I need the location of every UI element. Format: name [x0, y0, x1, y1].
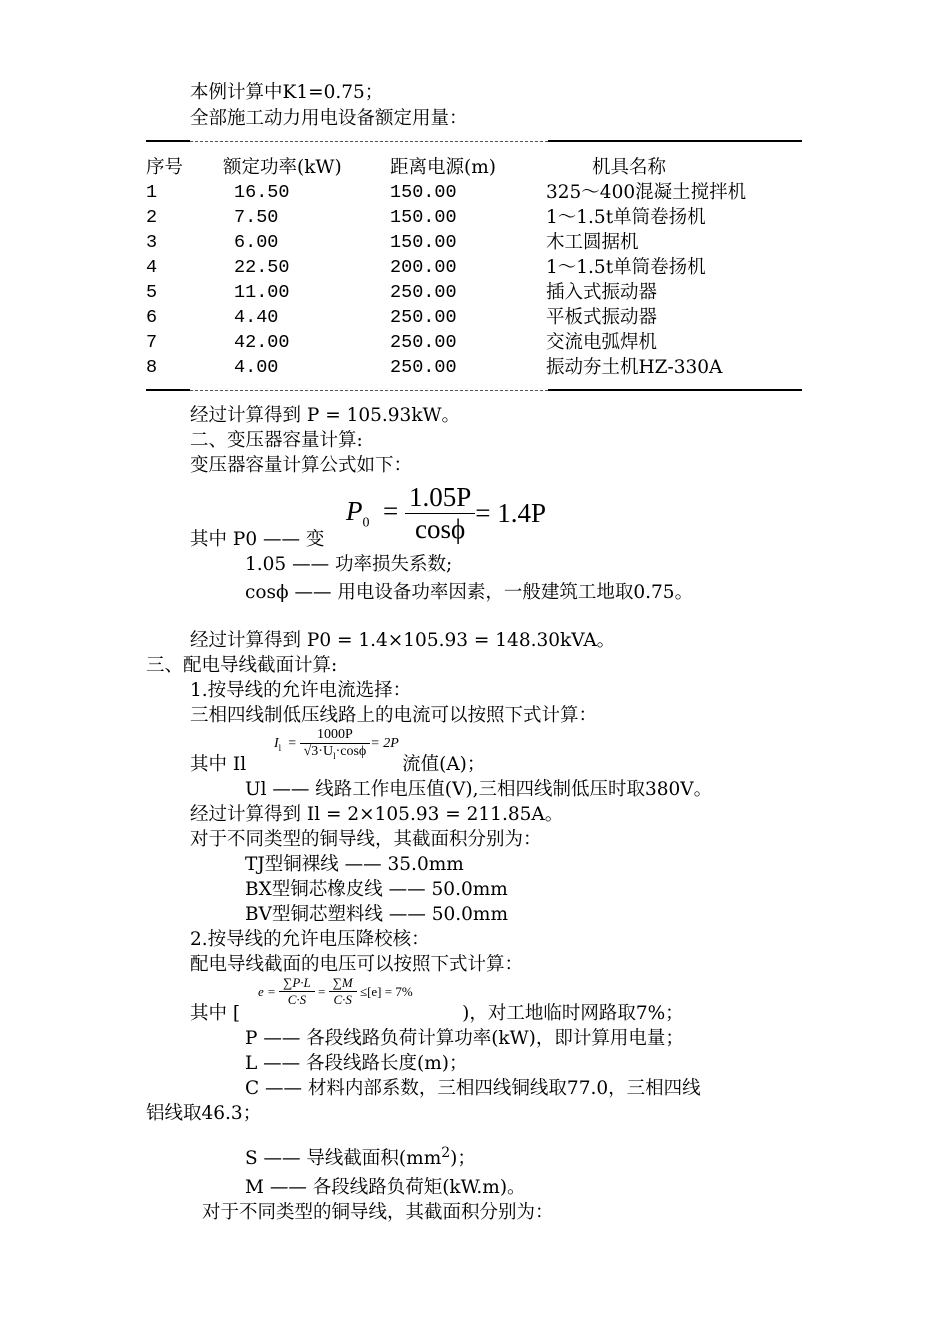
formula-i-rhs: = 2P: [370, 735, 399, 751]
row-distance: 150.00: [390, 182, 457, 203]
row-power: 4.40: [234, 307, 279, 328]
row-distance: 250.00: [390, 357, 457, 378]
section-title-transformer: 二、变压器容量计算:: [190, 430, 363, 451]
table-header-power: 额定功率(kW): [223, 157, 342, 178]
row-distance: 200.00: [390, 257, 457, 278]
formula-denominator: cosϕ: [415, 514, 466, 544]
where-c: C —— 材料内部系数，三相四线铜线取77.0，三相四线: [245, 1078, 701, 1099]
row-no: 7: [146, 332, 158, 353]
formula-lhs: P: [346, 495, 363, 526]
sub2-formula-intro: 配电导线截面的电压可以按照下式计算：: [190, 954, 524, 975]
transformer-formula-intro: 变压器容量计算公式如下：: [190, 455, 413, 476]
row-equipment-name: 插入式振动器: [546, 282, 658, 303]
equipment-heading: 全部施工动力用电设备额定用量：: [190, 108, 468, 129]
where-p0: [190, 527, 324, 552]
where-cos: [245, 580, 693, 605]
row-no: 1: [146, 182, 158, 203]
where-s-sup: 2: [441, 1145, 451, 1161]
row-equipment-name: 1～1.5t单筒卷扬机: [546, 257, 706, 278]
formula-fraction: [405, 482, 475, 545]
row-no: 2: [146, 207, 158, 228]
formula-e-fraction-2: [329, 975, 357, 1008]
row-distance: 150.00: [390, 207, 457, 228]
where-c-cont: 铝线取46.3；: [146, 1103, 262, 1124]
formula-i-den-tail: ·cosϕ: [335, 744, 367, 759]
row-no: 6: [146, 307, 158, 328]
where-e-prefix: 其中 [: [190, 1003, 241, 1024]
formula-i-lhs: I: [274, 735, 279, 751]
sub2-title: 2.按导线的允许电压降校核：: [190, 929, 430, 950]
section-title-wire: 三、配电导线截面计算:: [146, 655, 338, 676]
formula-e-num2: ∑M: [329, 975, 357, 992]
row-equipment-name: 交流电弧焊机: [546, 332, 658, 353]
formula-i-den-main: √3·U: [303, 744, 334, 759]
where-cos-rest: 用电设备功率因素，一般建筑工地取0.75。: [337, 582, 694, 603]
result-il: 经过计算得到 Il = 2×105.93 = 211.85A。: [190, 804, 564, 825]
row-equipment-name: 振动夯土机HZ-330A: [546, 357, 723, 378]
copper-item-tj: TJ型铜裸线 —— 35.0mm: [245, 854, 464, 875]
table-header-no: 序号: [146, 157, 184, 178]
formula-rhs: = 1.4P: [475, 498, 547, 528]
where-p0-rest: 变: [305, 529, 325, 550]
where-cos-prefix: cosϕ ——: [245, 582, 332, 603]
where-m: M —— 各段线路负荷矩(kW.m)。: [245, 1177, 526, 1198]
formula-i-fraction: [300, 727, 371, 761]
result-p0: 经过计算得到 P0 = 1.4×105.93 = 148.30kVA。: [190, 630, 616, 651]
where-105: [245, 552, 452, 577]
row-distance: 250.00: [390, 332, 457, 353]
where-p0-prefix: 其中 P0 ——: [190, 529, 300, 550]
copper-item-bx: BX型铜芯橡皮线 —— 50.0mm: [245, 879, 508, 900]
row-power: 42.00: [234, 332, 290, 353]
row-distance: 250.00: [390, 282, 457, 303]
formula-i-lhs-sub: l: [278, 742, 282, 753]
current-formula: $I_l$ = $\frac{1000P}{√3\cdot U_l\cdot\cos\phi}$ = 2P: [274, 727, 399, 761]
formula-e-num1: ∑P·L: [279, 975, 315, 992]
k1-line: 本例计算中K1=0.75；: [190, 82, 384, 103]
row-equipment-name: 1～1.5t单筒卷扬机: [546, 207, 706, 228]
row-no: 3: [146, 232, 158, 253]
formula-i-numerator: 1000P: [300, 727, 371, 744]
table-header-name: 机具名称: [592, 157, 667, 178]
where-il-prefix: 其中 Il: [190, 754, 247, 775]
where-s-end: )；: [450, 1148, 476, 1170]
row-power: 11.00: [234, 282, 290, 303]
formula-e-rhs: ≤[e] = 7%: [359, 983, 413, 999]
row-equipment-name: 木工圆据机: [546, 232, 639, 253]
where-l: L —— 各段线路长度(m)；: [245, 1053, 468, 1074]
transformer-formula: $P_0$ = $\frac{1.05P}{\cos\phi}$ = 1.4P: [346, 482, 546, 552]
formula-numerator: 1.05P: [405, 482, 475, 514]
formula-e-eq: =: [318, 983, 326, 999]
copper-intro-2: 对于不同类型的铜导线，其截面积分别为：: [202, 1202, 554, 1223]
row-power: 7.50: [234, 207, 279, 228]
row-power: 6.00: [234, 232, 279, 253]
formula-i-denominator: [300, 744, 371, 761]
row-power: 22.50: [234, 257, 290, 278]
formula-e-den2: C·S: [333, 992, 352, 1007]
sub1-title: 1.按导线的允许电流选择：: [190, 680, 412, 701]
row-power: 4.00: [234, 357, 279, 378]
result-p: 经过计算得到 P = 105.93kW。: [190, 405, 461, 426]
where-il-rest: 流值(A)；: [402, 754, 486, 775]
copper-intro: 对于不同类型的铜导线，其截面积分别为：: [190, 829, 542, 850]
row-distance: 250.00: [390, 307, 457, 328]
where-e-rest: )，对工地临时网路取7%；: [462, 1003, 684, 1024]
row-no: 4: [146, 257, 158, 278]
formula-e-lhs: e =: [258, 983, 276, 999]
row-no: 8: [146, 357, 158, 378]
where-s-text: S —— 导线截面积(mm: [245, 1148, 442, 1170]
where-s: [245, 1141, 476, 1170]
row-equipment-name: 325～400混凝土搅拌机: [546, 182, 747, 203]
where-105-prefix: 1.05 ——: [245, 554, 330, 575]
formula-e-den1: C·S: [287, 992, 307, 1007]
where-p: P —— 各段线路负荷计算功率(kW)，即计算用电量；: [245, 1028, 684, 1049]
sub1-formula-intro: 三相四线制低压线路上的电流可以按照下式计算：: [190, 705, 598, 726]
row-no: 5: [146, 282, 158, 303]
voltage-drop-formula: [258, 975, 413, 1008]
table-header-distance: 距离电源(m): [390, 157, 496, 178]
where-105-rest: 功率损失系数;: [334, 554, 453, 575]
where-ul: Ul —— 线路工作电压值(V),三相四线制低压时取380V。: [245, 779, 713, 800]
row-equipment-name: 平板式振动器: [546, 307, 658, 328]
formula-i-den-sub: l: [333, 750, 336, 761]
formula-lhs-sub: 0: [362, 515, 370, 531]
copper-item-bv: BV型铜芯塑料线 —— 50.0mm: [245, 904, 508, 925]
formula-e-fraction-1: [279, 975, 315, 1008]
row-distance: 150.00: [390, 232, 457, 253]
row-power: 16.50: [234, 182, 290, 203]
